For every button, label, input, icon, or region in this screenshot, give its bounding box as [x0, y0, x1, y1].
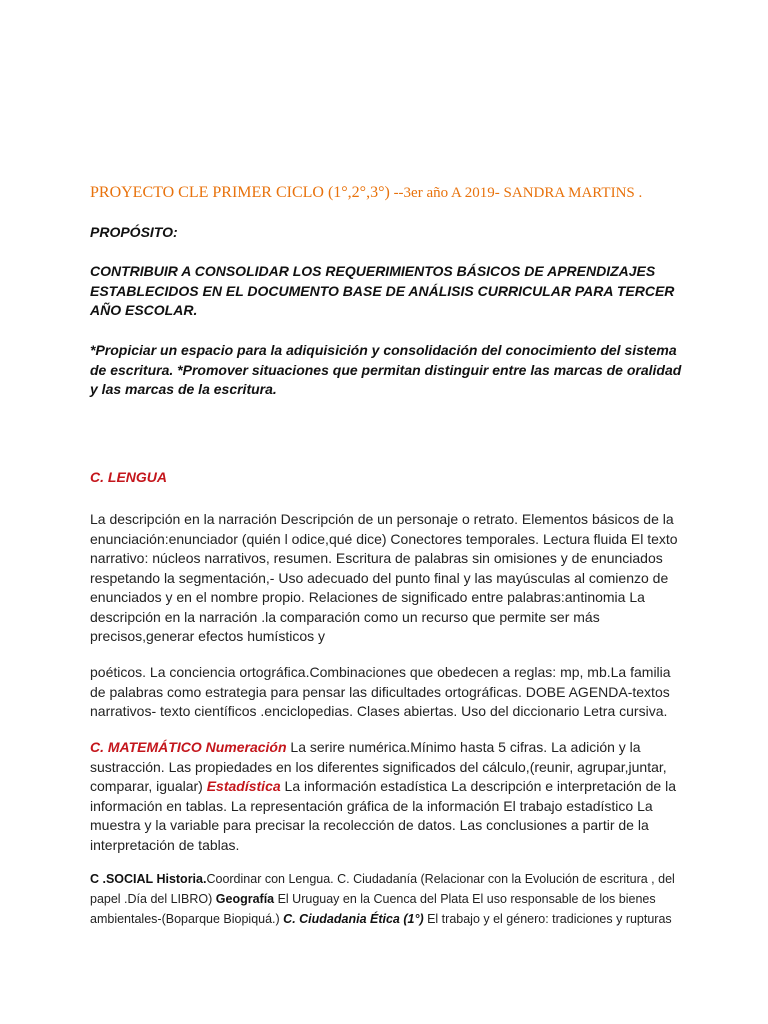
social-heading: C .SOCIAL Historia.	[90, 872, 207, 886]
matematico-text-1: La serire numérica.Mínimo hasta 5 cifras. La adición y la sustracción. Las propiedades en los diferentes significados del cálculo,(reunir, agrupar,juntar, comparar, igualar)	[90, 739, 667, 794]
title-main: PROYECTO CLE PRIMER CICLO (1°,2°,3°)	[90, 184, 390, 201]
document-page	[90, 0, 690, 1024]
matematico-text-2: La información estadística La descripción e interpretación de la información en tablas. La representación gráfica de la información El trabajo estadístico La muestra y la variable para precisar la recolección de datos. Las conclusiones a partir de la interpretación de tablas.	[90, 778, 676, 853]
social-text-2: El Uruguay en la Cuenca del Plata El uso responsable de los bienes ambientales-(Boparque Biopiquá.)	[90, 892, 656, 926]
document-title	[90, 184, 730, 202]
social-text-3: El trabajo y el género: tradiciones y rupturas	[423, 912, 672, 926]
matematico-heading: C. MATEMÁTICO Numeración	[90, 739, 287, 755]
social-text-1: Coordinar con Lengua. C. Ciudadanía (Relacionar con la Evolución de escritura , del papel .Día del LIBRO)	[90, 872, 675, 906]
lengua-paragraph-2: poéticos. La conciencia ortográfica.Combinaciones que obedecen a reglas: mp, mb.La familia de palabras como estrategia para pensar las dificultades ortográficas. DOBE AGENDA-textos narrativos- texto científicos .enciclopedias. Clases abiertas. Uso del diccionario Letra cursiva.	[90, 664, 671, 719]
geografia-heading: Geografía	[215, 892, 275, 906]
lengua-paragraph-1: La descripción en la narración Descripción de un personaje o retrato. Elementos básicos de la enunciación:enunciador (quién l odice,qué dice) Conectores temporales. Lectura fluida El texto narrativo: núcleos narrativos, resumen. Escritura de palabras sin omisiones y de enunciados respetando la segmentación,- Uso adecuado del punto final y las mayúsculas al comienzo de enunciados y en el nombre propio. Relaciones de significado entre palabras:antinomia La descripción en la narración .la comparación como un recurso que permite ser más precisos,generar efectos humísticos y	[90, 511, 678, 644]
etica-heading: C. Ciudadania Ética (1°)	[283, 912, 424, 926]
proposito-label: PROPÓSITO:	[90, 224, 178, 240]
matematico-paragraph	[90, 738, 684, 855]
objetivos-text: *Propiciar un espacio para la adiquisición y consolidación del conocimiento del sistema de escritura. *Promover situaciones que permitan distinguir entre las marcas de oralidad y las marcas de la escritura.	[90, 342, 682, 397]
proposito-text: CONTRIBUIR A CONSOLIDAR LOS REQUERIMIENTOS BÁSICOS DE APRENDIZAJES ESTABLECIDOS EN EL DOCUMENTO BASE DE ANÁLISIS CURRICULAR PARA TERCER AÑO ESCOLAR.	[90, 263, 675, 318]
social-paragraph	[90, 869, 684, 929]
estadistica-heading: Estadística	[206, 778, 281, 794]
lengua-heading: C. LENGUA	[90, 469, 167, 485]
title-suffix: --3er año A 2019- SANDRA MARTINS .	[389, 185, 643, 201]
